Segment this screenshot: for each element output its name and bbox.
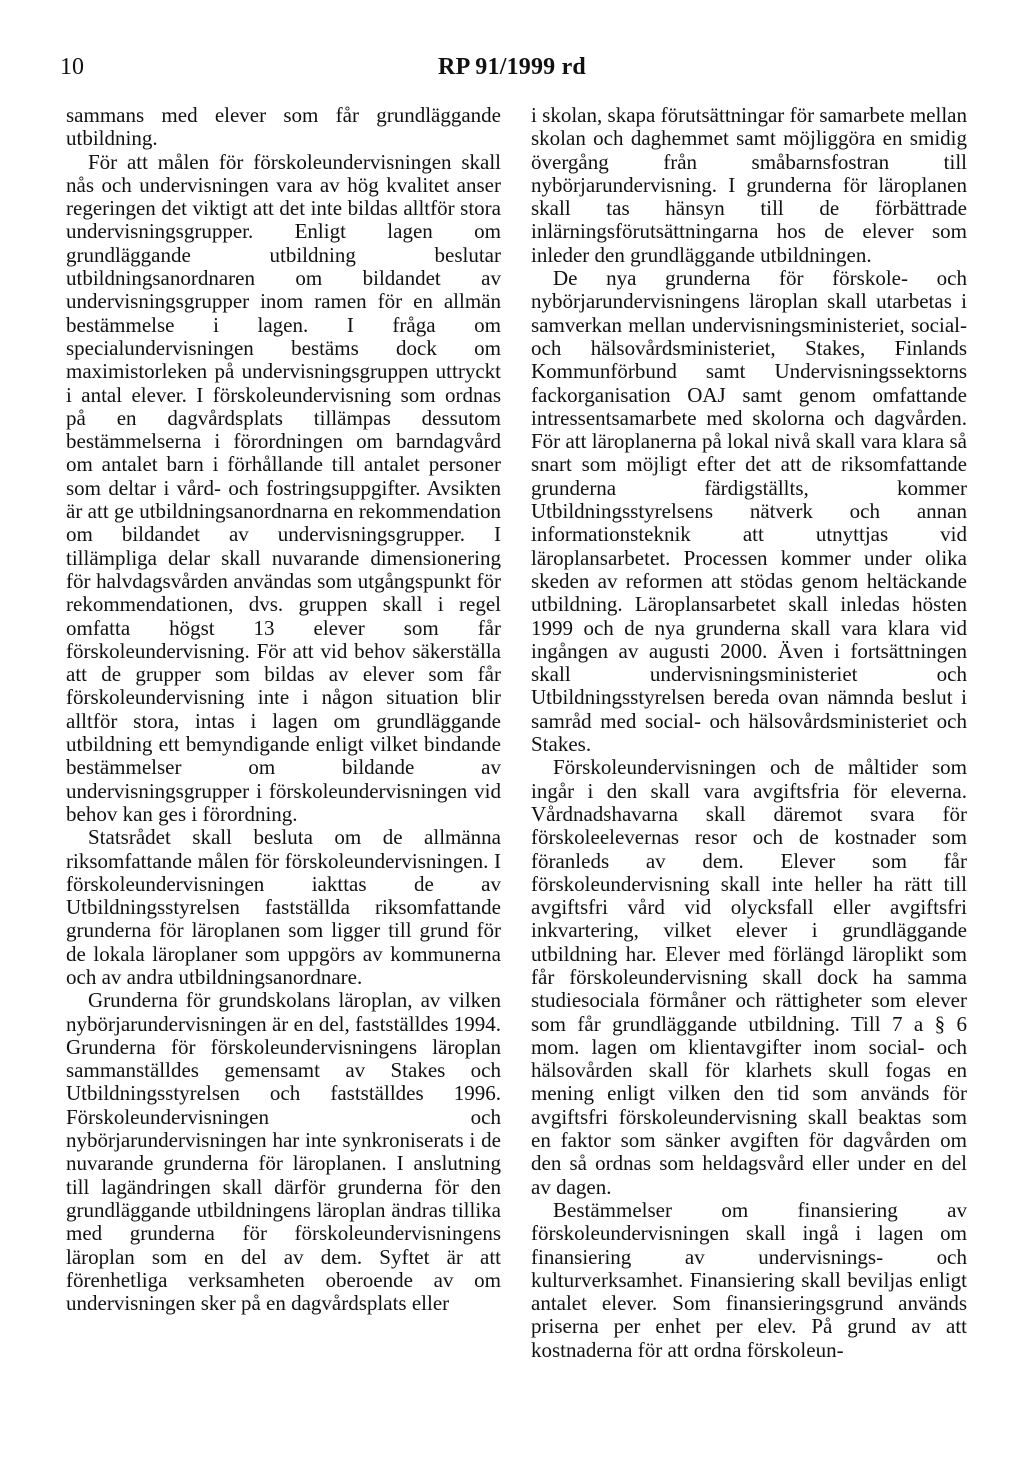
paragraph: Grunderna för grundskolans läroplan, av vilken nybörjarundervisningen är en del, fastställdes 1994. Grunderna för förskoleundervisningens läroplan sammanställdes gemensamt av Stakes och Utbildningsstyrelsen och fastställdes 1996. Förskoleundervisningen och nybörjarundervisningen har inte synkroniserats i de nuvarande grunderna för läroplanen. I anslutning till lagändringen skall därför grunderna för den grundläggande utbildningens läroplan ändras tillika med grunderna för förskoleundervisningens läroplan som en del av dem. Syftet är att förenhetliga verksamheten oberoende av om undervisningen sker på en dagvårdsplats eller bbox=[66, 988, 501, 1316]
paragraph: De nya grunderna för förskole- och nybörjarundervisningens läroplan skall utarbetas i samverkan mellan undervisningsministeriet, social- och hälsovårdsministeriet, Stakes, Finlands Kommunförbund samt Undervisningssektorns fackorganisation OAJ samt genom omfattande intressentsamarbete med skolorna och dagvården. För att läroplanerna på lokal nivå skall vara klara så snart som möjligt efter det att de riksomfattande grunderna färdigställts, kommer Utbildningsstyrelsens nätverk och annan informationsteknik att utnyttjas vid läroplansarbetet. Processen kommer under olika skeden av reformen att stödas genom heltäckande utbildning. Läroplansarbetet skall inledas hösten 1999 och de nya grunderna skall vara klara vid ingången av augusti 2000. Även i fortsättningen skall undervisningsministeriet och Utbildningsstyrelsen bereda ovan nämnda beslut i samråd med social- och hälsovårdsministeriet och Stakes. bbox=[531, 266, 967, 757]
running-title: RP 91/1999 rd bbox=[438, 54, 586, 80]
page-header bbox=[60, 50, 964, 84]
paragraph: i skolan, skapa förutsättningar för samarbete mellan skolan och daghemmet samt möjliggöra en smidig övergång från småbarnsfostran till nybörjarundervisning. I grunderna för läroplanen skall tas hänsyn till de förbättrade inlärningsförutsättningarna hos de elever som inleder den grundläggande utbildningen. bbox=[531, 103, 967, 267]
paragraph: Statsrådet skall besluta om de allmänna riksomfattande målen för förskoleundervisningen. I förskoleundervisningen iakttas de av Utbildningsstyrelsen fastställda riksomfattande grunderna för läroplanen som ligger till grund för de lokala läroplaner som uppgörs av kommunerna och av andra utbildningsanordnare. bbox=[66, 825, 501, 989]
paragraph: Förskoleundervisningen och de måltider som ingår i den skall vara avgiftsfria för eleverna. Vårdnadshavarna skall däremot svara för förskoleelevernas resor och de kostnader som föranleds av dem. Elever som får förskoleundervisning skall inte heller ha rätt till avgiftsfri vård vid olycksfall eller avgiftsfri inkvartering, vilket elever i grundläggande utbildning har. Elever med förlängd läroplikt som får förskoleundervisning skall dock ha samma studiesociala förmåner och rättigheter som elever som får grundläggande utbildning. Till 7 a § 6 mom. lagen om klientavgifter inom social- och hälsovården skall för klarhets skull fogas en mening enligt vilken den tid som används för avgiftsfri förskoleundervisning skall beaktas som en faktor som sänker avgiften för dagvården om den så ordnas som heldagsvård eller under en del av dagen. bbox=[531, 755, 967, 1199]
right-column bbox=[531, 104, 967, 1362]
page-number: 10 bbox=[60, 54, 84, 80]
paragraph: För att målen för förskoleundervisningen skall nås och undervisningen vara av hög kvalitet anser regeringen det viktigt att det inte bildas alltför stora undervisningsgrupper. Enligt lagen om grundläggande utbildning beslutar utbildningsanordnaren om bildandet av undervisningsgrupper inom ramen för en allmän bestämmelse i lagen. I fråga om specialundervisningen bestäms dock om maximistorleken på undervisningsgruppen uttryckt i antal elever. I förskoleundervisning som ordnas på en dagvårdsplats tillämpas dessutom bestämmelserna i förordningen om barndagvård om antalet barn i förhållande till antalet personer som deltar i vård- och fostringsuppgifter. Avsikten är att ge utbildningsanordnarna en rekommendation om bildandet av undervisningsgrupper. I tillämpliga delar skall nuvarande dimensionering för halvdagsvården användas som utgångspunkt för rekommendationen, dvs. gruppen skall i regel omfatta högst 13 elever som får förskoleundervisning. För att vid behov säkerställa att de grupper som bildas av elever som får förskoleundervisning inte i någon situation blir alltför stora, intas i lagen om grundläggande utbildning ett bemyndigande enligt vilket bindande bestämmelser om bildande av undervisningsgrupper i förskoleundervisningen vid behov kan ges i förordning. bbox=[66, 149, 501, 826]
left-column bbox=[66, 104, 501, 1315]
paragraph: Bestämmelser om finansiering av förskoleundervisningen skall ingå i lagen om finansiering av undervisnings- och kulturverksamhet. Finansiering skall beviljas enligt antalet elever. Som finansieringsgrund används priserna per enhet per elev. På grund av att kostnaderna för att ordna förskoleun- bbox=[531, 1197, 967, 1362]
paragraph: sammans med elever som får grundläggande utbildning. bbox=[66, 103, 501, 151]
